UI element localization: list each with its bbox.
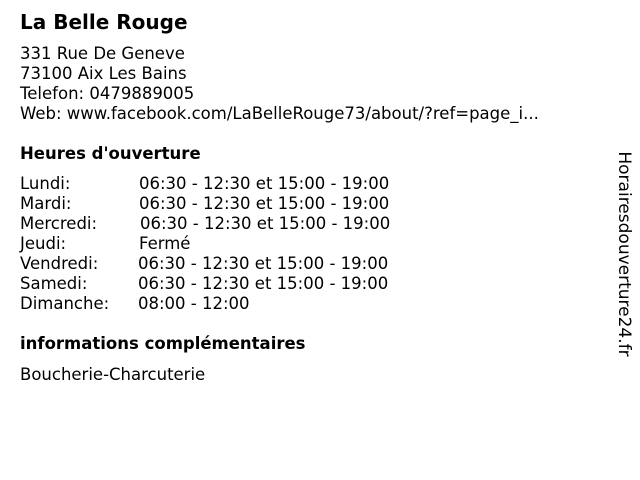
business-category: Boucherie-Charcuterie [20,365,206,384]
site-watermark: Horairesdouverture24.fr [614,151,634,357]
day-label: Jeudi: [20,234,67,253]
day-label: Lundi: [20,174,71,193]
street-line: 331 Rue De Geneve [20,44,185,63]
hours-row-tuesday [20,194,440,214]
address-block [20,44,539,124]
hours-row-friday [20,254,440,274]
day-label: Dimanche: [20,294,110,313]
day-label: Vendredi: [20,254,99,273]
time-value: 06:30 - 12:30 et 15:00 - 19:00 [140,214,391,233]
web-line: Web: www.facebook.com/LaBelleRouge73/about/?ref=page_i... [20,104,539,123]
hours-row-thursday [20,234,440,254]
time-value: 08:00 - 12:00 [138,294,250,313]
time-value: Fermé [139,234,191,253]
info-heading: informations complémentaires [20,334,306,353]
business-name: La Belle Rouge [20,10,188,34]
hours-row-monday [20,174,440,194]
time-value: 06:30 - 12:30 et 15:00 - 19:00 [138,274,389,293]
day-label: Samedi: [20,274,88,293]
hours-table [20,174,440,314]
hours-row-saturday [20,274,440,294]
time-value: 06:30 - 12:30 et 15:00 - 19:00 [138,254,389,273]
city-line: 73100 Aix Les Bains [20,64,187,83]
phone-line: Telefon: 0479889005 [20,84,195,103]
day-label: Mercredi: [20,214,98,233]
hours-heading: Heures d'ouverture [20,144,201,163]
hours-row-wednesday [20,214,440,234]
hours-row-sunday [20,294,440,314]
time-value: 06:30 - 12:30 et 15:00 - 19:00 [139,174,390,193]
day-label: Mardi: [20,194,72,213]
time-value: 06:30 - 12:30 et 15:00 - 19:00 [139,194,390,213]
